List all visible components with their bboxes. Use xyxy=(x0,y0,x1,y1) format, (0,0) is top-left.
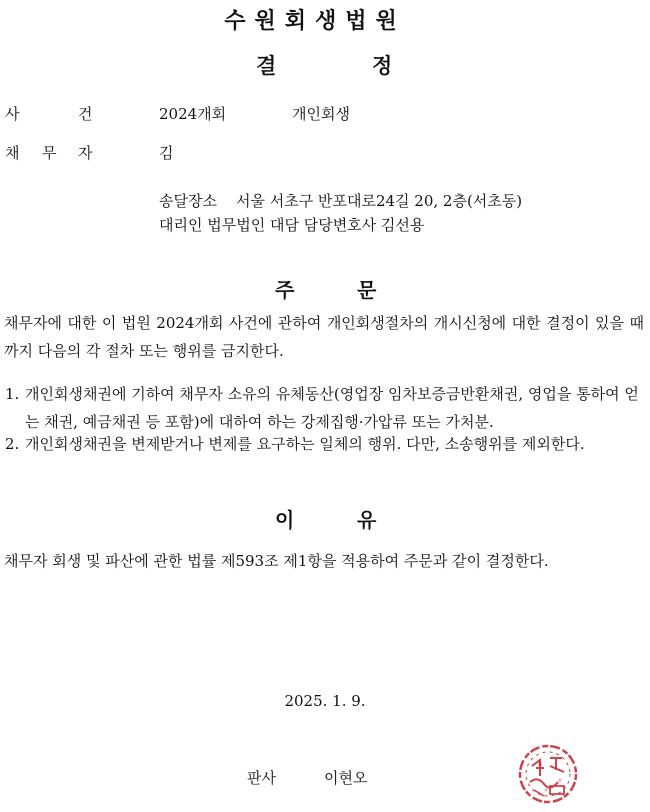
service-place-label: 송달장소 xyxy=(159,192,217,210)
order-heading-right: 문 xyxy=(357,278,377,302)
debtor-label-1: 채 xyxy=(5,144,20,162)
judge-title: 판사 xyxy=(247,769,276,787)
case-label-1: 사 xyxy=(5,105,20,123)
order-item-2 xyxy=(5,430,643,458)
reason-heading-right: 유 xyxy=(357,508,377,532)
order-item-2-number: 2. xyxy=(5,435,20,453)
reason-text: 채무자 회생 및 파산에 관한 법률 제593조 제1항을 적용하여 주문과 같이 결정한다. xyxy=(4,552,549,570)
order-heading-left: 주 xyxy=(275,278,295,302)
case-name: 개인회생 xyxy=(292,105,350,123)
case-number: 2024개회 xyxy=(159,105,227,123)
order-item-1 xyxy=(5,380,643,436)
document-type-right: 정 xyxy=(372,54,393,78)
decision-date: 2025. 1. 9. xyxy=(284,692,366,710)
judge-name: 이현오 xyxy=(324,769,368,787)
reason-heading-left: 이 xyxy=(275,508,295,532)
debtor-name: 김 xyxy=(159,144,174,162)
document-type-left: 결 xyxy=(256,54,277,78)
legal-agent: 대리인 법무법인 대담 담당변호사 김선용 xyxy=(159,216,425,234)
service-place: 서울 서초구 반포대로24길 20, 2층(서초동) xyxy=(236,192,523,210)
case-label-2: 건 xyxy=(78,105,93,123)
seal-graphic xyxy=(510,736,588,808)
court-name: 수원회생법원 xyxy=(224,9,406,34)
order-item-1-text: 개인회생채권에 기하여 채무자 소유의 유체동산(영업장 임차보증금반환채권, 영업을 통하여 얻는 채권, 예금채권 등 포함)에 대하여 하는 강제집행·가압류 또는 가처분. xyxy=(25,385,639,431)
debtor-label-3: 자 xyxy=(78,144,93,162)
official-seal-icon xyxy=(510,736,588,808)
order-intro: 채무자에 대한 이 법원 2024개회 사건에 관하여 개인회생절차의 개시신청에 대한 결정이 있을 때까지 다음의 각 절차 또는 행위를 금지한다. xyxy=(4,314,644,360)
order-item-2-text: 개인회생채권을 변제받거나 변제를 요구하는 일체의 행위. 다만, 소송행위를 제외한다. xyxy=(25,435,585,453)
debtor-label-2: 무 xyxy=(42,144,57,162)
order-item-1-number: 1. xyxy=(5,385,20,403)
